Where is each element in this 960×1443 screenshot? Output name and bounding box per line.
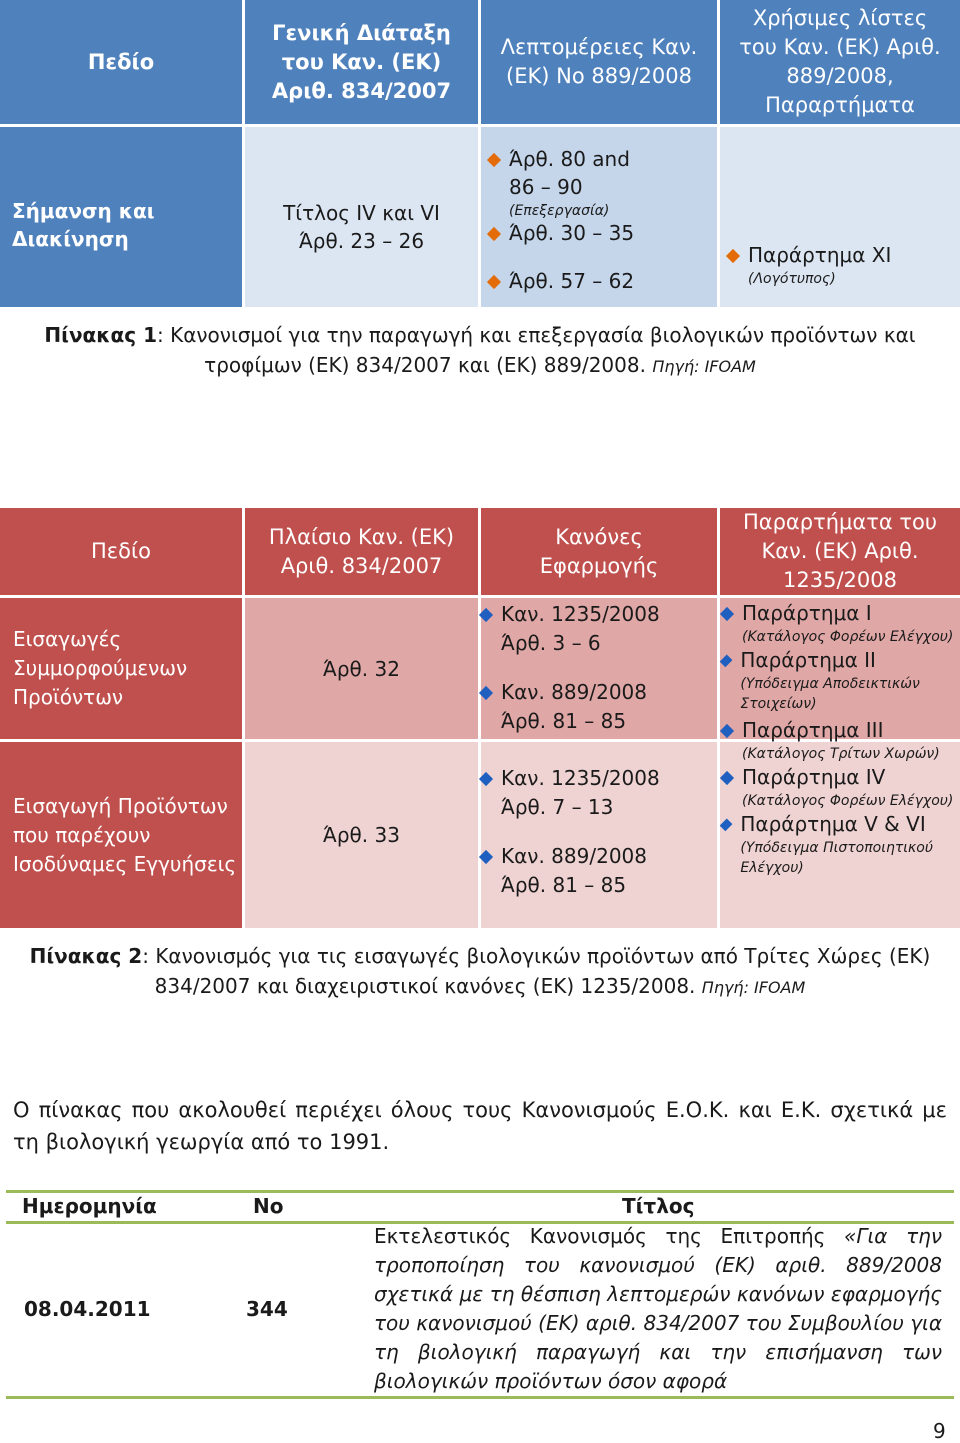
- t2-annex-list: [722, 600, 958, 878]
- t2-annex-note: (Υπόδειγμα Αποδεικτικών Στοιχείων): [740, 676, 920, 712]
- t2-header-field: [0, 508, 242, 595]
- t2-row2-rules: [481, 742, 717, 928]
- caption-source: Πηγή: IFOAM: [701, 978, 806, 997]
- t2-annex-note: (Κατάλογος Τρίτων Χωρών): [742, 746, 940, 762]
- t2-annex-title: Παράρτημα I: [742, 601, 872, 625]
- page-number: [933, 1419, 946, 1443]
- blue-bullet-icon: [479, 608, 493, 622]
- t1-header-general: [245, 0, 478, 124]
- t1-row-general-line1: Τίτλος IV και VI: [283, 201, 440, 225]
- t3-header-no: [253, 1192, 283, 1221]
- t3-header-title-text: Τίτλος: [622, 1194, 695, 1218]
- t2-annex-item: [722, 717, 958, 764]
- t3-row-title: [374, 1222, 942, 1396]
- t1-detail-item: [489, 267, 709, 295]
- t2-rule-line2: Άρθ. 81 – 85: [501, 709, 627, 733]
- t2-annex-title: Παράρτημα V & VI: [740, 812, 926, 836]
- t2-annex-item: [722, 811, 958, 878]
- t1-row-field-text: Σήμανση και Διακίνηση: [12, 199, 155, 251]
- t2-row1-rules: [481, 598, 717, 739]
- t3-row-no: [246, 1295, 288, 1324]
- t1-row-field: [0, 127, 242, 307]
- t2-header-rules: [481, 508, 717, 595]
- t3-row-title-italic: «Για την τροποποίηση του κανονισμού (ΕΚ) αριθ. 889/2008 σχετικά με τη θέσπιση λεπτομερών κανόνων εφαρμογής του κανονισμού (ΕΚ) αριθ. 834/2007 του Συμβουλίου για τη βιολογική παραγωγή και την επισήμανση των βιολογικών προϊόντων όσον αφορά: [374, 1224, 942, 1393]
- t2-rule-item: [481, 678, 717, 736]
- caption-source: Πηγή: IFOAM: [652, 357, 756, 376]
- t1-annex-title: Παράρτημα XI: [748, 243, 892, 267]
- t1-header-field: [0, 0, 242, 124]
- t2-rule-line2: Άρθ. 3 – 6: [501, 631, 601, 655]
- table-1-caption: [30, 320, 930, 382]
- t2-header-field-text: Πεδίο: [91, 539, 151, 563]
- t2-annex-title: Παράρτημα IV: [742, 765, 886, 789]
- t2-header-framework: [245, 508, 478, 595]
- t2-rule-line2: Άρθ. 81 – 85: [501, 873, 627, 897]
- t2-rule-line1: Καν. 1235/2008: [501, 602, 660, 626]
- t2-row1-field: [0, 598, 242, 739]
- t3-row-no-text: 344: [246, 1297, 288, 1321]
- t3-bottom-rule: [6, 1396, 954, 1399]
- blue-bullet-icon: [479, 686, 493, 700]
- t3-header-title: [622, 1192, 694, 1221]
- t1-detail-text: Άρθ. 80 and 86 – 90: [509, 147, 630, 199]
- t3-header-date-text: Ημερομηνία: [22, 1194, 157, 1218]
- blue-bullet-icon: [720, 771, 734, 785]
- t2-header-framework-text: Πλαίσιο Καν. (ΕΚ) Αριθ. 834/2007: [268, 524, 455, 578]
- t1-detail-note: (Επεξεργασία): [509, 203, 610, 219]
- blue-bullet-icon: [720, 819, 733, 832]
- t2-row1-framework: [245, 598, 478, 739]
- t1-row-general-line2: Άρθ. 23 – 26: [298, 229, 425, 253]
- t2-annex-title: Παράρτημα III: [742, 718, 884, 742]
- t1-row-details: [481, 127, 717, 307]
- t2-rule-line2: Άρθ. 7 – 13: [501, 795, 614, 819]
- t2-rule-item: [481, 764, 717, 822]
- t2-annex-note: (Κατάλογος Φορέων Ελέγχου): [742, 629, 954, 645]
- t1-header-details: [481, 0, 717, 124]
- orange-bullet-icon: [487, 275, 501, 289]
- orange-bullet-icon: [726, 249, 740, 263]
- caption-text: : Κανονισμός για τις εισαγωγές βιολογικών προϊόντων από Τρίτες Χώρες (ΕΚ) 834/2007 και διαχειριστικοί κανόνες (ΕΚ) 1235/2008.: [142, 944, 931, 998]
- t2-rule-line1: Καν. 889/2008: [501, 844, 647, 868]
- t2-row2-field: [0, 742, 242, 928]
- t1-header-lists: [720, 0, 960, 124]
- t3-header-date: [22, 1192, 157, 1221]
- t3-row-date: [24, 1295, 151, 1324]
- t3-row-date-text: 08.04.2011: [24, 1297, 151, 1321]
- t2-row2-field-text: Εισαγωγή Προϊόντων που παρέχουν Ισοδύναμες Εγγυήσεις: [13, 793, 237, 876]
- t2-row2-framework: [245, 742, 478, 928]
- t2-rule-item: [481, 842, 717, 900]
- blue-bullet-icon: [479, 850, 493, 864]
- t1-row-general: [245, 127, 478, 307]
- blue-bullet-icon: [720, 607, 734, 621]
- t2-header-annexes-text: Παραρτήματα του Καν. (ΕΚ) Αριθ. 1235/2008: [742, 510, 938, 592]
- t1-header-general-text: Γενική Διάταξη του Καν. (ΕΚ) Αριθ. 834/2007: [271, 20, 452, 103]
- t1-header-field-text: Πεδίο: [87, 49, 155, 74]
- t2-annex-item: [722, 647, 958, 714]
- t2-row1-field-text: Εισαγωγές Συμμορφούμενων Προϊόντων: [13, 627, 188, 709]
- t1-annex-item: [728, 241, 960, 289]
- t1-header-lists-text: Χρήσιμες λίστες του Καν. (ΕΚ) Αριθ. 889/2008, Παραρτήματα: [739, 6, 941, 117]
- t1-annex-note: (Λογότυπος): [748, 271, 836, 287]
- t2-row1-framework-text: Άρθ. 32: [323, 656, 400, 681]
- t2-annex-note: (Υπόδειγμα Πιστοποιητικού Ελέγχου): [740, 840, 933, 876]
- t2-header-annexes: [720, 508, 960, 595]
- caption-label: Πίνακας 1: [44, 323, 157, 347]
- intro-paragraph-text: Ο πίνακας που ακολουθεί περιέχει όλους τους Κανονισμούς Ε.Ο.Κ. και Ε.Κ. σχετικά με τη βιολογική γεωργία από το 1991.: [13, 1098, 947, 1154]
- t2-rule-line1: Καν. 1235/2008: [501, 766, 660, 790]
- t2-annex-title: Παράρτημα II: [740, 648, 876, 672]
- page-number-text: 9: [933, 1419, 946, 1443]
- t2-annex-item: [722, 764, 958, 811]
- t1-detail-item: [489, 145, 709, 221]
- t2-annex-item: [722, 600, 958, 647]
- t1-header-details-text: Λεπτομέρειες Καν. (ΕΚ) Νο 889/2008: [500, 35, 698, 88]
- caption-label: Πίνακας 2: [29, 944, 143, 968]
- t2-header-rules-text: Κανόνες Εφαρμογής: [539, 524, 659, 578]
- t3-row-title-plain: Εκτελεστικός Κανονισμός της Επιτροπής: [374, 1224, 845, 1248]
- t1-row-annex: [720, 127, 960, 307]
- t1-detail-item: [489, 219, 709, 247]
- blue-bullet-icon: [720, 724, 734, 738]
- t2-rule-item: [481, 600, 717, 658]
- blue-bullet-icon: [479, 772, 493, 786]
- t3-header-no-text: Νο: [253, 1194, 284, 1218]
- orange-bullet-icon: [487, 153, 501, 167]
- intro-paragraph: [13, 1094, 947, 1158]
- caption-text: : Κανονισμοί για την παραγωγή και επεξεργασία βιολογικών προϊόντων και τροφίμων (ΕΚ) 834/2007 και (ΕΚ) 889/2008.: [156, 323, 916, 377]
- t1-detail-text: Άρθ. 30 – 35: [509, 221, 635, 245]
- t2-rule-line1: Καν. 889/2008: [501, 680, 647, 704]
- t2-annex-note: (Κατάλογος Φορέων Ελέγχου): [742, 793, 954, 809]
- t2-row2-framework-text: Άρθ. 33: [323, 823, 400, 847]
- t1-detail-text: Άρθ. 57 – 62: [509, 269, 635, 293]
- blue-bullet-icon: [720, 655, 733, 668]
- table-2-caption: [22, 941, 938, 1003]
- orange-bullet-icon: [487, 227, 501, 241]
